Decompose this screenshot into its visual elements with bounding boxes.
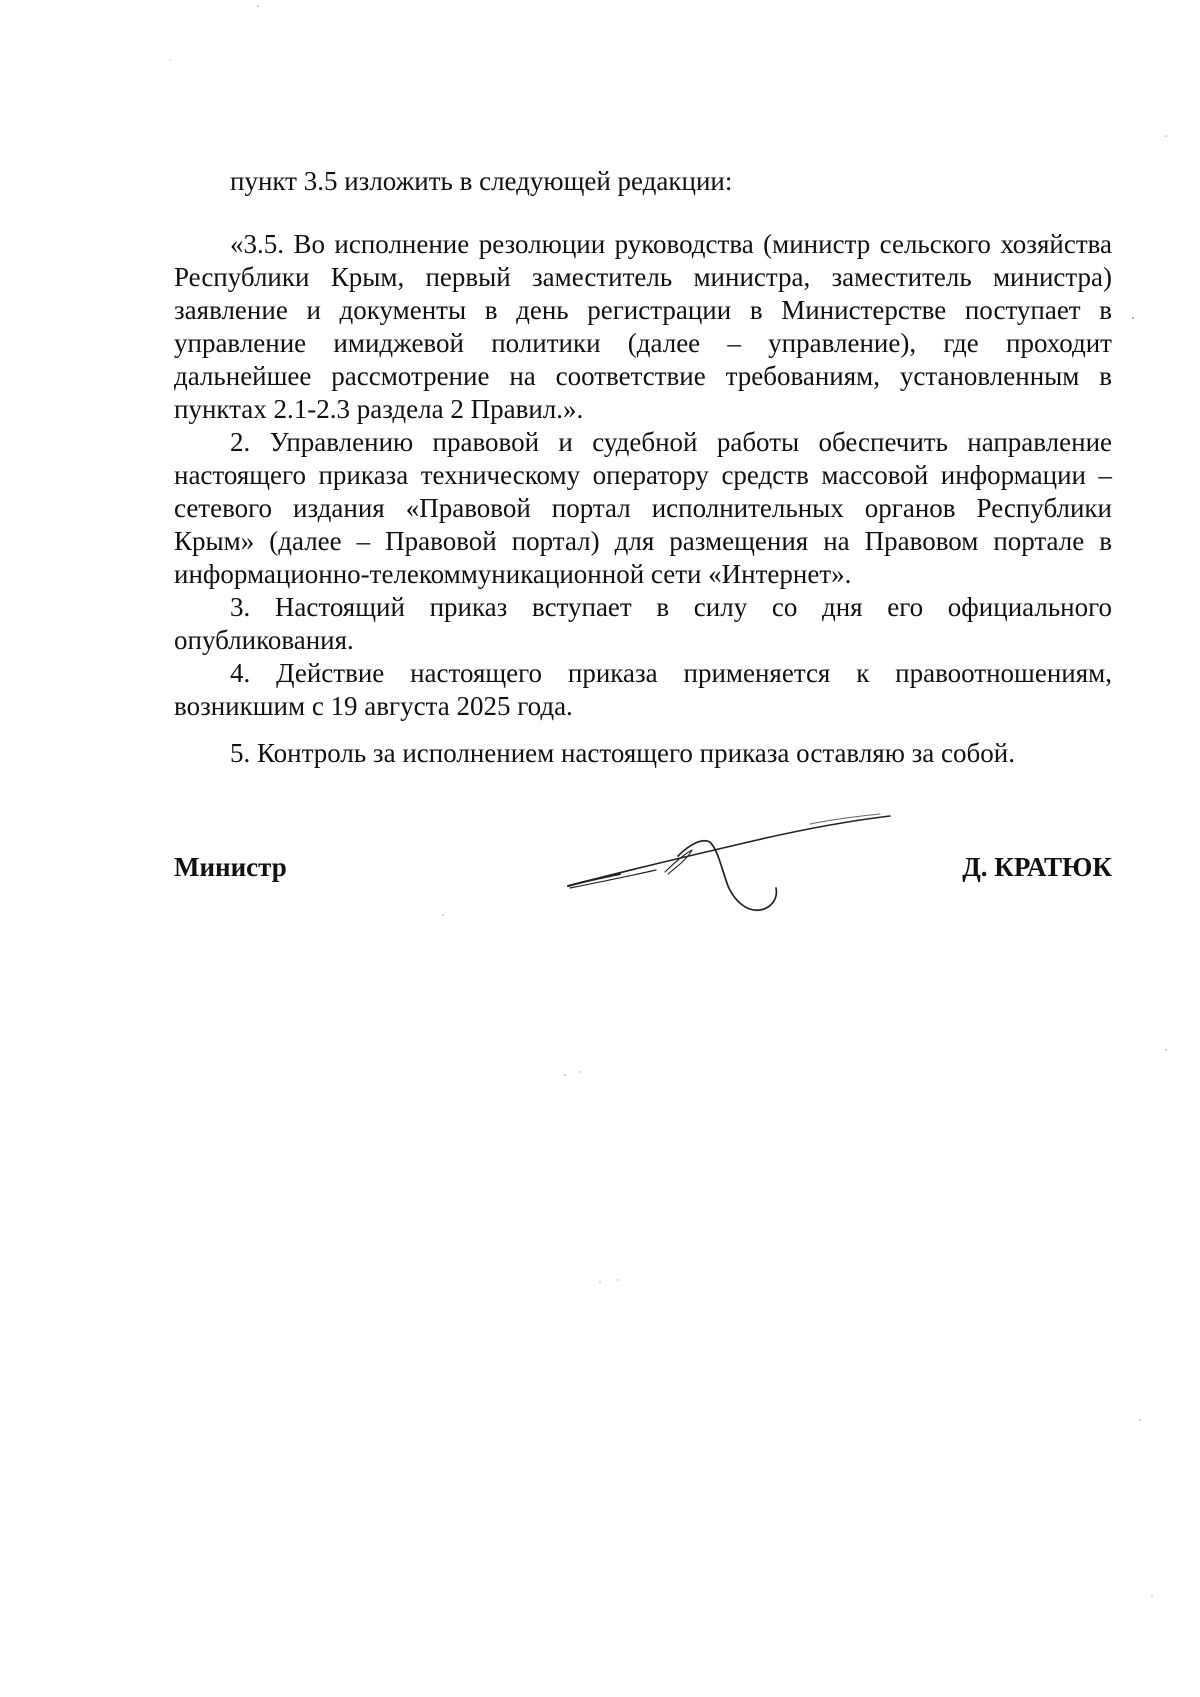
body-paragraph: 4. Действие настоящего приказа применяется к правоотношениям, возникшим с 19 августа 2025 года. — [174, 658, 1112, 721]
body-paragraph: 3. Настоящий приказ вступает в силу со дня его официального опубликования. — [174, 592, 1112, 655]
lead-paragraph: пункт 3.5 изложить в следующей редакции: — [230, 166, 733, 196]
signatory-title: Министр — [174, 852, 287, 882]
signatory-name: Д. КРАТЮК — [962, 852, 1112, 882]
closing-paragraph: 5. Контроль за исполнением настоящего приказа оставляю за собой. — [230, 738, 1015, 768]
signature-block — [174, 852, 1112, 892]
body-paragraph: «3.5. Во исполнение резолюции руководства (министр сельского хозяйства Республики Крым, первый заместитель министра, заместитель министра) заявление и документы в день регистрации в Министерстве поступает в управление имиджевой политики (далее – управление), где проходит дальнейшее рассмотрение на соответствие требованиям, установленным в пунктах 2.1-2.3 раздела 2 Правил.». — [174, 229, 1112, 424]
document-body — [174, 165, 1112, 770]
body-paragraph: 2. Управлению правовой и судебной работы обеспечить направление настоящего приказа техническому оператору средств массовой информации – сетевого издания «Правовой портал исполнительных органов Республики Крым» (далее – Правовой портал) для размещения на Правовом портале в информационно-телекоммуникационной сети «Интернет». — [174, 427, 1112, 589]
